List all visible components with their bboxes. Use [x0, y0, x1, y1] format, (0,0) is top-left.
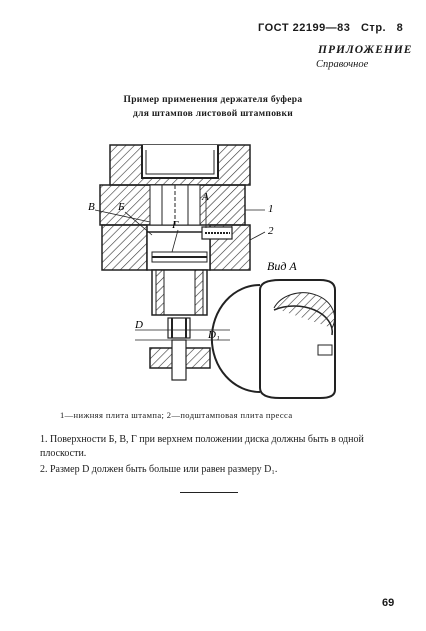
appendix-subtitle: Справочное — [316, 59, 369, 70]
note-1: 1. Поверхности Б, В, Г при верхнем положении диска должны быть в одной плоскости. — [40, 434, 364, 459]
label-v: В — [88, 201, 95, 213]
figure-caption: 1—нижняя плита штампа; 2—подштамповая плита пресса — [60, 410, 293, 420]
page-header — [258, 22, 410, 34]
label-d1: D₁ — [208, 329, 220, 341]
figure-title-line-2: для штампов листовой штамповки — [133, 109, 293, 119]
label-two: 2 — [268, 225, 274, 237]
label-a: А — [202, 191, 209, 203]
header-page-number: 8 — [396, 22, 404, 34]
label-one: 1 — [268, 203, 274, 215]
press-plate-left — [102, 225, 147, 270]
page-number: 69 — [382, 597, 395, 609]
label-view: Вид А — [267, 259, 297, 273]
view-a-detail — [212, 280, 335, 398]
label-d: D — [135, 319, 143, 331]
label-g: Г — [172, 219, 179, 231]
page-label: Стр. — [360, 22, 387, 34]
figure-title-line-1: Пример применения держателя буфера — [123, 95, 303, 105]
end-rule — [180, 492, 238, 493]
label-b: Б — [118, 201, 125, 213]
note-2: 2. Размер D должен быть больше или равен размеру D₁. — [40, 464, 278, 475]
technical-drawing — [80, 140, 380, 400]
standard-code: ГОСТ 22199—83 — [258, 22, 351, 34]
appendix-title: ПРИЛОЖЕНИЕ — [318, 44, 413, 56]
